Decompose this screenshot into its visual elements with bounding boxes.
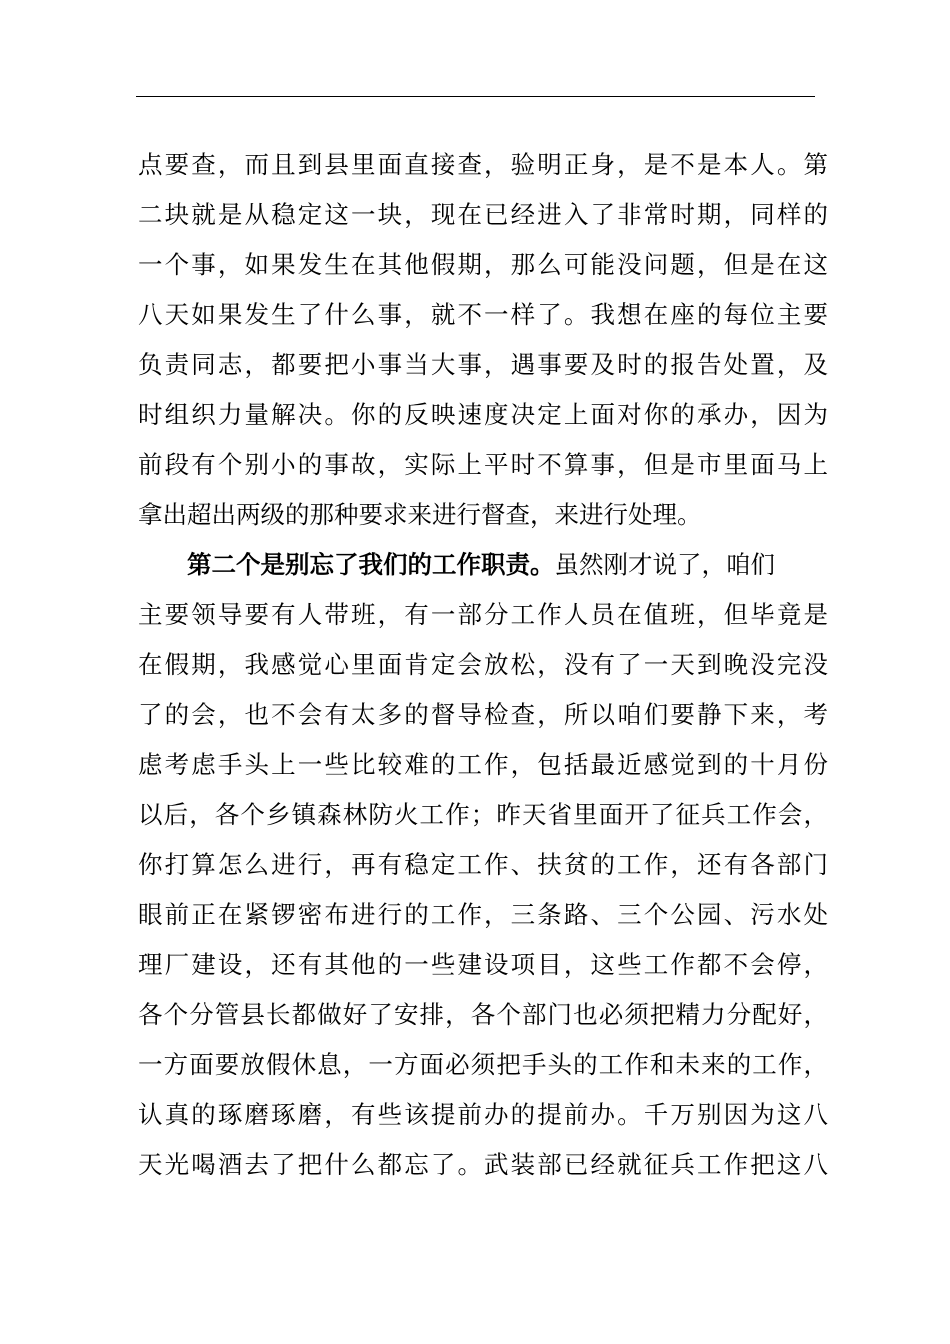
text-line: 主要领导要有人带班，有一部分工作人员在值班，但毕竟是: [138, 600, 828, 629]
text-line: 八天如果发生了什么事，就不一样了。我想在座的每位主要: [138, 300, 828, 329]
text-line: 点要查，而且到县里面直接查，验明正身，是不是本人。第: [138, 150, 828, 179]
text-line: 拿出超出两级的那种要求来进行督查，来进行处理。: [138, 500, 702, 529]
text-line: 你打算怎么进行，再有稳定工作、扶贫的工作，还有各部门: [138, 850, 828, 879]
text-line: 认真的琢磨琢磨，有些该提前办的提前办。千万别因为这八: [138, 1100, 828, 1129]
text-line: 二块就是从稳定这一块，现在已经进入了非常时期，同样的: [138, 200, 828, 229]
paragraph-heading-line: [138, 540, 828, 590]
text-line: 虑考虑手头上一些比较难的工作，包括最近感觉到的十月份: [138, 750, 828, 779]
text-line: 天光喝酒去了把什么都忘了。武装部已经就征兵工作把这八: [138, 1150, 828, 1179]
text-line: 眼前正在紧锣密布进行的工作，三条路、三个公园、污水处: [138, 900, 828, 929]
text-line: 负责同志，都要把小事当大事，遇事要及时的报告处置，及: [138, 350, 828, 379]
text-line: 一个事，如果发生在其他假期，那么可能没问题，但是在这: [138, 250, 828, 279]
text-line: 时组织力量解决。你的反映速度决定上面对你的承办，因为: [138, 400, 828, 429]
text-line: 在假期，我感觉心里面肯定会放松，没有了一天到晚没完没: [138, 650, 828, 679]
document-body: [138, 140, 828, 1190]
text-line: 了的会，也不会有太多的督导检查，所以咱们要静下来，考: [138, 700, 828, 729]
text-line: 理厂建设，还有其他的一些建设项目，这些工作都不会停，: [138, 950, 828, 979]
text-line: 前段有个别小的事故，实际上平时不算事，但是市里面马上: [138, 450, 828, 479]
text-line: 以后，各个乡镇森林防火工作；昨天省里面开了征兵工作会，: [138, 800, 828, 829]
text-line: 一方面要放假休息，一方面必须把手头的工作和未来的工作，: [138, 1050, 828, 1079]
text-line: 各个分管县长都做好了安排，各个部门也必须把精力分配好，: [138, 1000, 828, 1029]
header-rule: [136, 96, 815, 97]
text-fragment: 虽然刚才说了，咱们: [554, 550, 775, 579]
paragraph-heading: 第二个是别忘了我们的工作职责。: [187, 550, 555, 579]
